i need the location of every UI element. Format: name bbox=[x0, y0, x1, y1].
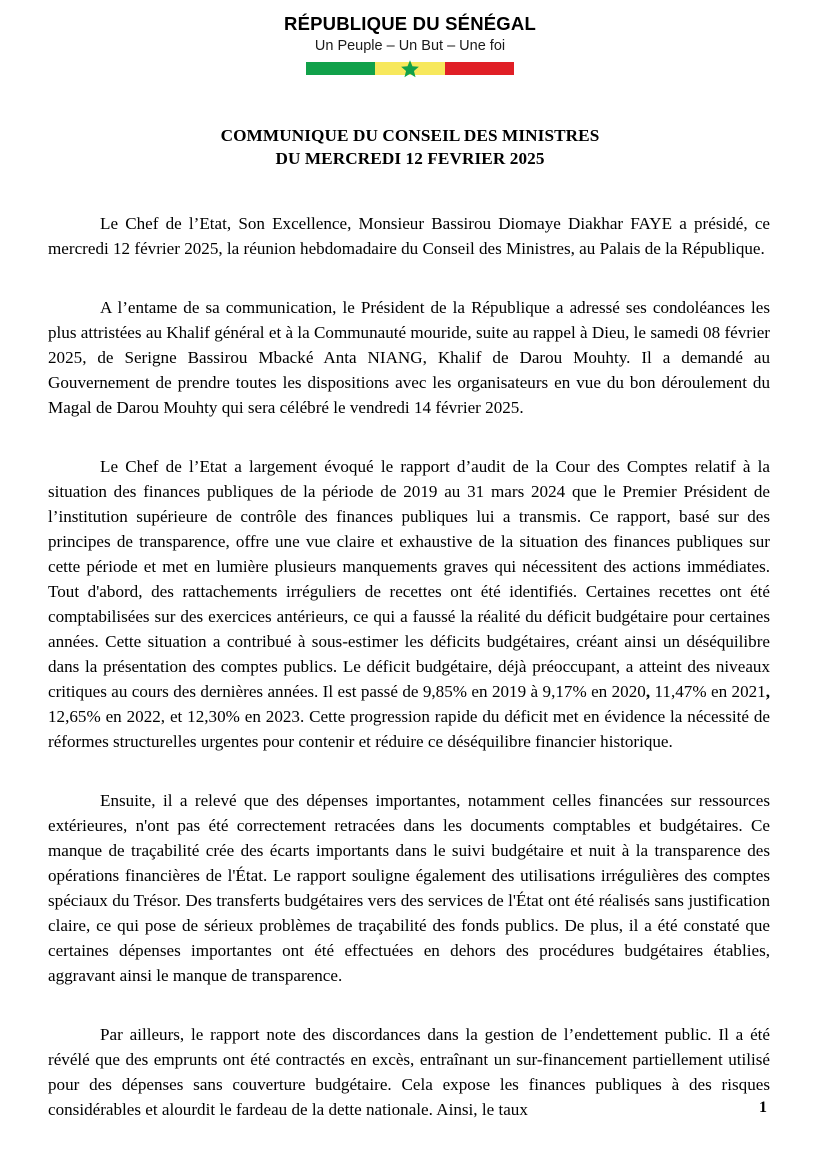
paragraph-public-debt: Par ailleurs, le rapport note des discordances dans la gestion de l’endettement public. Il a été révélé que des emprunts ont été contractés en excès, entraînant un sur-financement partiellement utilisé pour des dépenses sans couverture budgétaire. Cela expose les finances publiques à des risques considérables et alourdit le fardeau de la dette nationale. Ainsi, le taux bbox=[48, 1025, 770, 1120]
page-title-line-2: DU MERCREDI 12 FEVRIER 2025 bbox=[275, 148, 545, 168]
flag-band-green bbox=[306, 62, 375, 75]
audit-text-part-3: 12,65% en 2022, et 12,30% en 2023. Cette progression rapide du déficit met en évidence la nécessité de réformes structurelles urgentes pour contenir et réduire ce déséquilibre financier historique. bbox=[48, 707, 770, 752]
paragraph-condolences: A l’entame de sa communication, le Président de la République a adressé ses condoléances les plus attristées au Khalif général et à la Communauté mouride, suite au rappel à Dieu, le samedi 08 février 2025, de Serigne Bassirou Mbacké Anta NIANG, Khalif de Darou Mouhty. Il a demandé au Gouvernement de prendre toutes les dispositions avec les organisateurs en vue du bon déroulement du Magal de Darou Mouhty qui sera célébré le vendredi 14 février 2025. bbox=[48, 297, 770, 417]
paragraph-expenditures: Ensuite, il a relevé que des dépenses importantes, notamment celles financées sur ressources extérieures, n'ont pas été correctement retracées dans les documents comptables et budgétaires. Ce manque de traçabilité crée des écarts importants dans le suivi budgétaire et nuit à la transparence des opérations financières de l'État. Le rapport souligne également des utilisations irrégulières des comptes spéciaux du Trésor. Des transferts budgétaires vers des services de l'État ont été réalisés sans justification claire, ce qui pose de sérieux problèmes de traçabilité des fonds publics. De plus, il a été constaté que certaines dépenses importantes ont été effectuées en dehors des procédures budgétaires établies, aggravant ainsi le manque de transparence. bbox=[48, 791, 770, 986]
page-number: 1 bbox=[759, 1099, 767, 1116]
letterhead bbox=[0, 0, 820, 75]
flag-band-red bbox=[445, 62, 514, 75]
audit-text-part-1: Le Chef de l’Etat a largement évoqué le rapport d’audit de la Cour des Comptes relatif à la situation des finances publiques de la période de 2019 au 31 mars 2024 que le Premier Président de l’institution supérieure de contrôle des finances publiques lui a transmis. Ce rapport, basé sur des principes de transparence, offre une vue claire et exhaustive de la situation des finances publiques sur cette période et met en lumière plusieurs manquements graves qui nécessitent des actions immédiates. Tout d'abord, des rattachements irréguliers de recettes ont été identifiés. Certaines recettes ont été comptabilisées sur des exercices antérieurs, ce qui a faussé la réalité du déficit budgétaire pour certaines années. Cette situation a contribué à sous-estimer les déficits budgétaires, créant ainsi un déséquilibre dans la présentation des comptes publics. Le déficit budgétaire, déjà préoccupant, a atteint des niveaux critiques au cours des dernières années. Il est passé de 9,85% en 2019 à 9,17% en 2020 bbox=[48, 456, 770, 702]
page-title-line-1: COMMUNIQUE DU CONSEIL DES MINISTRES bbox=[220, 126, 600, 146]
document-body bbox=[48, 211, 770, 1123]
audit-separator-1: , bbox=[645, 682, 651, 702]
paragraph-opening: Le Chef de l’Etat, Son Excellence, Monsieur Bassirou Diomaye Diakhar FAYE a présidé, ce mercredi 12 février 2025, la réunion hebdomadaire du Conseil des Ministres, au Palais de la République. bbox=[48, 213, 770, 258]
country-name: RÉPUBLIQUE DU SÉNÉGAL bbox=[284, 13, 536, 34]
page-title bbox=[0, 125, 820, 170]
audit-separator-2: , bbox=[765, 682, 770, 702]
paragraph-audit-report bbox=[48, 454, 770, 754]
flag-bar-container bbox=[0, 62, 820, 75]
senegal-flag-bar bbox=[306, 62, 514, 75]
national-motto: Un Peuple – Un But – Une foi bbox=[314, 38, 506, 55]
five-pointed-star-icon bbox=[401, 59, 420, 78]
audit-text-part-2: 11,47% en 2021 bbox=[650, 682, 766, 702]
